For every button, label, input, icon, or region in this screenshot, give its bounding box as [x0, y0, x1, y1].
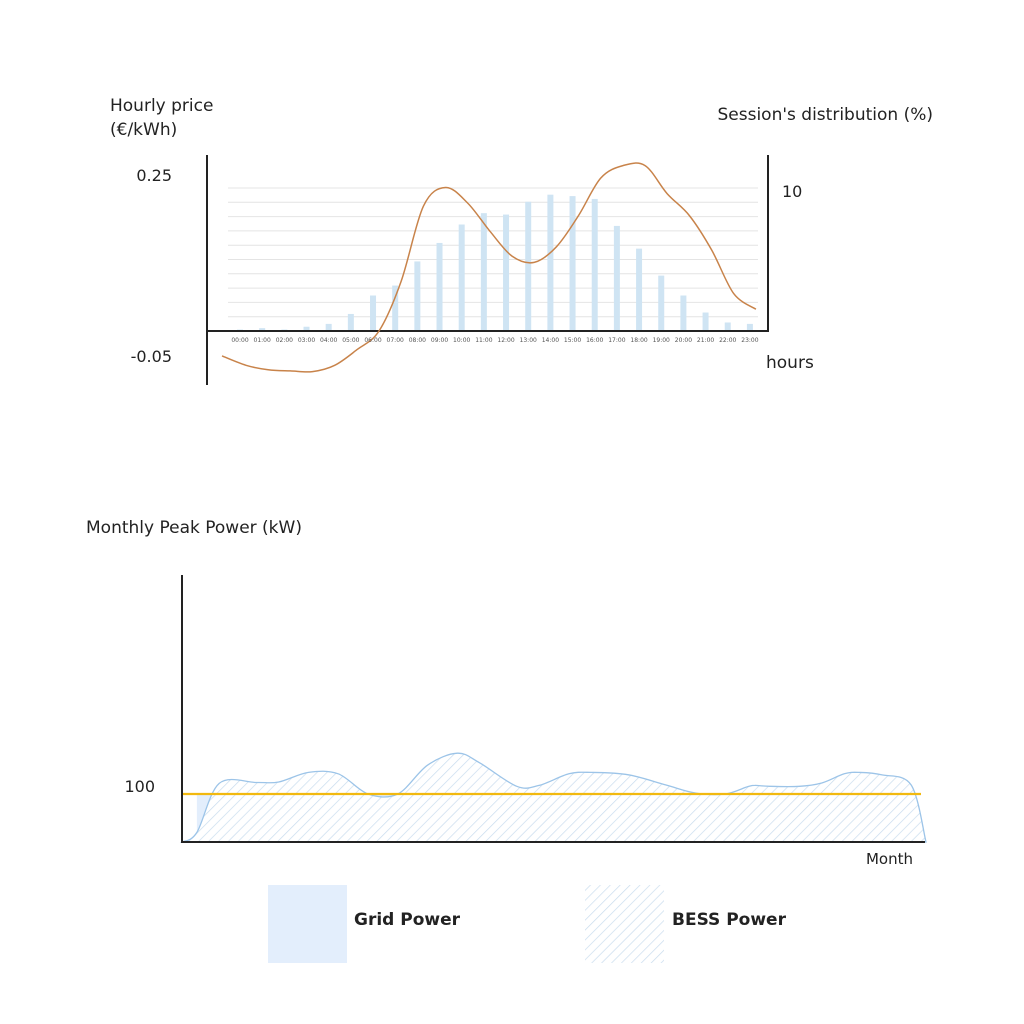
session-bar — [703, 313, 709, 331]
session-bar — [614, 226, 620, 331]
session-bar — [326, 324, 332, 331]
left-tick-top: 0.25 — [136, 166, 172, 185]
x-tick-label: 23:00 — [741, 337, 759, 344]
session-bar — [525, 202, 531, 331]
session-bar — [570, 196, 576, 331]
x-tick-label: 08:00 — [408, 337, 427, 344]
x-tick-label: 11:00 — [475, 337, 493, 344]
y-tick-100: 100 — [124, 777, 155, 796]
grid-power-legend-label: Grid Power — [354, 910, 461, 930]
left-tick-bottom: -0.05 — [130, 347, 172, 366]
session-bar — [503, 215, 509, 331]
session-bar — [747, 324, 753, 331]
legend — [268, 885, 787, 963]
x-tick-label: 21:00 — [696, 337, 715, 344]
session-bar — [725, 322, 731, 331]
x-tick-label: 18:00 — [630, 337, 648, 344]
bess-power-swatch — [585, 885, 664, 963]
x-tick-label: 22:00 — [719, 337, 737, 344]
peak-power-chart — [86, 518, 926, 868]
x-tick-label: 12:00 — [497, 337, 515, 344]
x-tick-label: 07:00 — [386, 337, 404, 344]
gridlines — [228, 188, 758, 317]
session-bar — [658, 276, 664, 331]
session-bar — [437, 243, 443, 331]
x-tick-labels — [231, 337, 758, 344]
x-axis-label: hours — [766, 353, 814, 373]
x-tick-label: 13:00 — [519, 337, 537, 344]
session-bar — [459, 225, 465, 332]
left-axis-label-line2: (€/kWh) — [110, 120, 178, 140]
session-bar — [680, 296, 686, 332]
x-tick-label: 17:00 — [608, 337, 626, 344]
x-tick-label: 04:00 — [320, 337, 338, 344]
x-tick-label: 16:00 — [586, 337, 604, 344]
session-bar — [348, 314, 354, 331]
x-tick-label: 15:00 — [563, 337, 582, 344]
x-tick-label: 10:00 — [453, 337, 471, 344]
session-bar — [547, 195, 553, 331]
left-axis-label-line1: Hourly price — [110, 96, 214, 116]
right-tick-top: 10 — [782, 182, 803, 201]
y-axis-label: Monthly Peak Power (kW) — [86, 518, 302, 538]
x-tick-label: 19:00 — [652, 337, 670, 344]
bess-power-legend-label: BESS Power — [672, 910, 786, 930]
session-bar — [636, 249, 642, 331]
session-bar — [481, 213, 487, 331]
session-bar — [370, 296, 376, 332]
session-bar — [592, 199, 598, 331]
price-session-chart — [110, 96, 933, 385]
x-tick-label: 03:00 — [297, 337, 316, 344]
x-tick-label: 09:00 — [430, 337, 449, 344]
right-axis-label: Session's distribution (%) — [717, 105, 933, 125]
x-tick-label: 05:00 — [342, 337, 360, 344]
bess-power-area — [182, 753, 926, 842]
x-tick-label: 20:00 — [674, 337, 693, 344]
session-bar — [414, 261, 420, 331]
x-tick-label: 01:00 — [253, 337, 271, 344]
x-tick-label: 02:00 — [275, 337, 293, 344]
x-tick-label: 06:00 — [364, 337, 382, 344]
x-tick-label: 14:00 — [541, 337, 560, 344]
session-bars — [237, 195, 753, 331]
x-axis-label: Month — [865, 850, 913, 868]
grid-power-swatch — [268, 885, 347, 963]
x-tick-label: 00:00 — [231, 337, 249, 344]
